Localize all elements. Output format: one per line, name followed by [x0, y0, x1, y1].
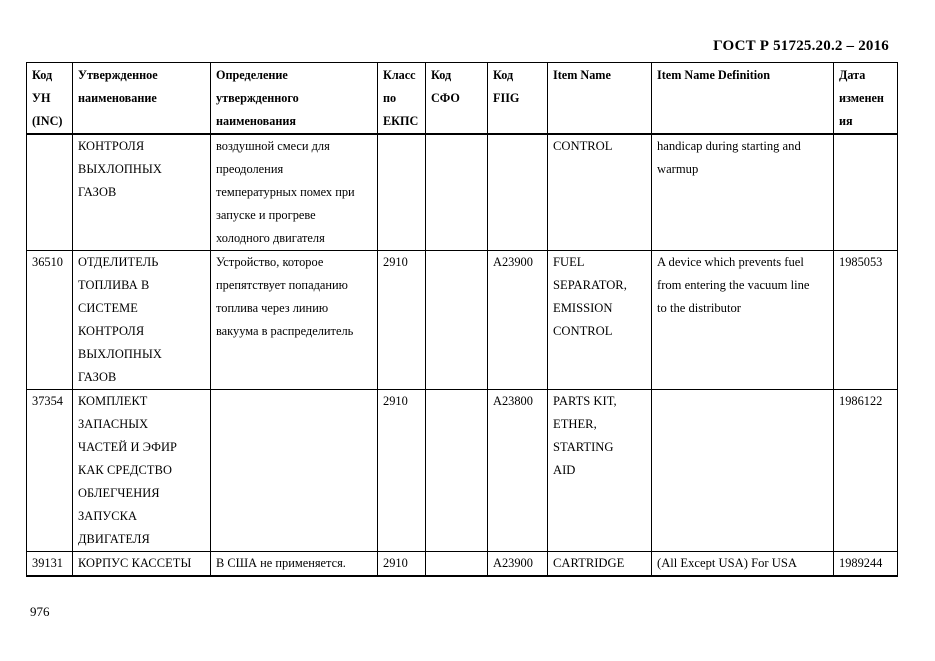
- cell-item-name: PARTS KIT, ETHER, STARTING AID: [548, 390, 652, 552]
- cell-sfo: [426, 134, 488, 251]
- cell-approved-name: КОМПЛЕКТ ЗАПАСНЫХ ЧАСТЕЙ И ЭФИР КАК СРЕДСТВО ОБЛЕГЧЕНИЯ ЗАПУСКА ДВИГАТЕЛЯ: [73, 390, 211, 552]
- col-header-date: Дата изменен ия: [834, 63, 898, 135]
- cell-inc: [27, 134, 73, 251]
- cell-class: [378, 134, 426, 251]
- col-header-item-definition: Item Name Definition: [652, 63, 834, 135]
- col-header-class: Класс по ЕКПС: [378, 63, 426, 135]
- cell-item-definition: A device which prevents fuel from entering the vacuum line to the distributor: [652, 251, 834, 390]
- table-row: [27, 134, 898, 251]
- cell-approved-name: ОТДЕЛИТЕЛЬ ТОПЛИВА В СИСТЕМЕ КОНТРОЛЯ ВЫХЛОПНЫХ ГАЗОВ: [73, 251, 211, 390]
- cell-item-name: FUEL SEPARATOR, EMISSION CONTROL: [548, 251, 652, 390]
- cell-fiig: A23900: [488, 552, 548, 577]
- col-header-inc: Код УН (INC): [27, 63, 73, 135]
- cell-date: 1989244: [834, 552, 898, 577]
- cell-approved-name: КОРПУС КАССЕТЫ: [73, 552, 211, 577]
- col-header-item-name: Item Name: [548, 63, 652, 135]
- cell-sfo: [426, 390, 488, 552]
- cell-class: 2910: [378, 552, 426, 577]
- cell-definition: В США не применяется.: [211, 552, 378, 577]
- cell-fiig: A23800: [488, 390, 548, 552]
- table-row: [27, 552, 898, 577]
- cell-fiig: [488, 134, 548, 251]
- cell-class: 2910: [378, 251, 426, 390]
- col-header-sfo: Код СФО: [426, 63, 488, 135]
- page-number: 976: [30, 604, 50, 619]
- cell-sfo: [426, 552, 488, 577]
- table-header-row: [27, 63, 898, 135]
- table-row: [27, 251, 898, 390]
- table-row: [27, 390, 898, 552]
- cell-inc: 39131: [27, 552, 73, 577]
- col-header-fiig: Код FIIG: [488, 63, 548, 135]
- cell-item-name: CONTROL: [548, 134, 652, 251]
- cell-item-definition: [652, 390, 834, 552]
- cell-date: [834, 134, 898, 251]
- col-header-definition: Определение утвержденного наименования: [211, 63, 378, 135]
- cell-inc: 36510: [27, 251, 73, 390]
- cell-definition: воздушной смеси для преодоления температурных помех при запуске и прогреве холодного двигателя: [211, 134, 378, 251]
- cell-item-definition: handicap during starting and warmup: [652, 134, 834, 251]
- cell-fiig: A23900: [488, 251, 548, 390]
- cell-date: 1986122: [834, 390, 898, 552]
- cell-inc: 37354: [27, 390, 73, 552]
- catalog-table: [26, 62, 898, 577]
- cell-definition: Устройство, которое препятствует попаданию топлива через линию вакуума в распределитель: [211, 251, 378, 390]
- cell-definition: [211, 390, 378, 552]
- document-title: ГОСТ Р 51725.20.2 – 2016: [713, 38, 889, 54]
- cell-sfo: [426, 251, 488, 390]
- cell-item-name: CARTRIDGE: [548, 552, 652, 577]
- cell-item-definition: (All Except USA) For USA: [652, 552, 834, 577]
- col-header-approved-name: Утвержденное наименование: [73, 63, 211, 135]
- cell-date: 1985053: [834, 251, 898, 390]
- cell-approved-name: КОНТРОЛЯ ВЫХЛОПНЫХ ГАЗОВ: [73, 134, 211, 251]
- cell-class: 2910: [378, 390, 426, 552]
